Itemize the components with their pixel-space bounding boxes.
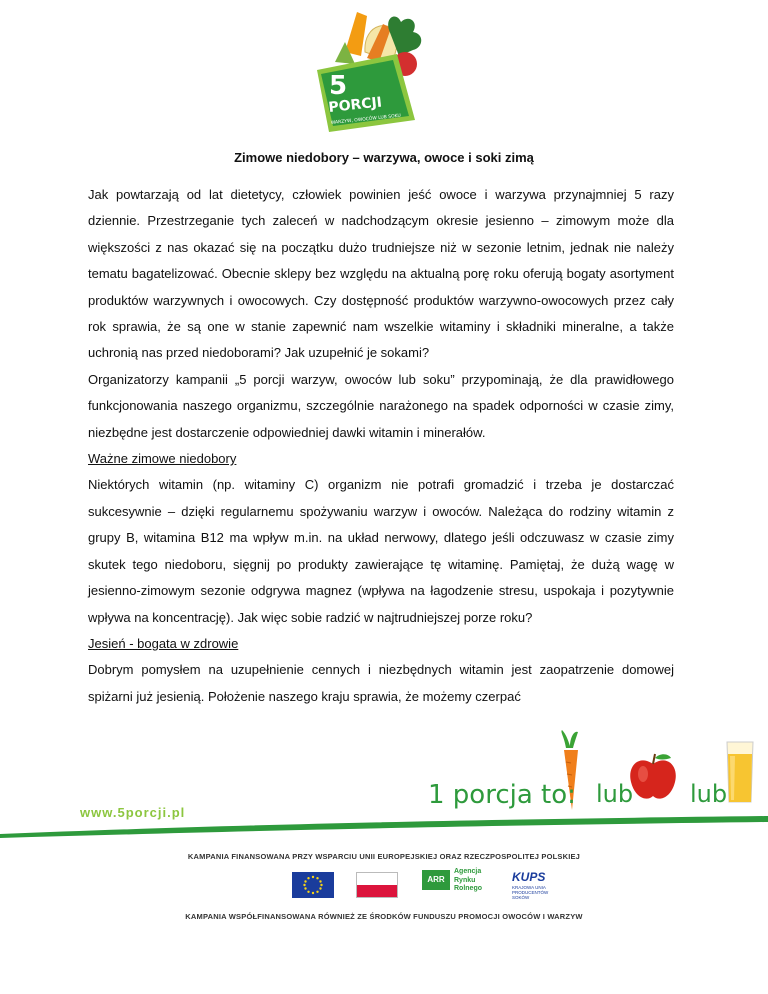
kups-logo: KUPS bbox=[512, 870, 546, 884]
arr-logo bbox=[422, 868, 498, 900]
document-title: Zimowe niedobory – warzywa, owoce i soki zimą bbox=[234, 150, 534, 165]
eu-flag-icon bbox=[292, 872, 334, 898]
arr-abbr: ARR bbox=[422, 870, 450, 890]
document-body bbox=[88, 182, 674, 710]
porcja-label: 1 porcja to: bbox=[428, 780, 576, 810]
logo-word: PORCJI bbox=[327, 94, 383, 116]
logo-tagline: WARZYW, OWOCÓW LUB SOKU bbox=[330, 113, 402, 126]
juice-glass-icon bbox=[725, 740, 755, 804]
paragraph-1: Jak powtarzają od lat dietetycy, człowiek powinien jeść owoce i warzywa przynajmniej 5 razy dziennie. Przestrzeganie tych zaleceń w nadchodzącym okresie jesienno – zimowym może dla większości z nas okazać się na początku dużo trudniejsze niż w sezonie letnim, jednak nie należy tematu bagatelizować. Obecnie sklepy bez względu na aktualną porę roku oferują bogaty asortyment produktów warzywnych i owocowych. Czy dostępność produktów warzywno-owocowych przez cały rok sprawia, że są one w stanie zapewnić nam wszelkie witaminy i składniki mineralne, a także uchronią nas przed niedoborami? Jak uzupełnić je sokami? bbox=[88, 187, 674, 361]
arr-name-line-2: Rynku bbox=[454, 876, 476, 884]
apple-icon bbox=[627, 752, 679, 802]
poland-flag-icon bbox=[356, 872, 398, 898]
section-heading-1: Ważne zimowe niedobory bbox=[88, 451, 237, 467]
campaign-funding-text: KAMPANIA FINANSOWANA PRZY WSPARCIU UNII EUROPEJSKIEJ ORAZ RZECZPOSPOLITEJ POLSKIEJ bbox=[187, 852, 581, 861]
campaign-cofunding-text: KAMPANIA WSPÓŁFINANSOWANA RÓWNIEŻ ZE ŚRODKÓW FUNDUSZU PROMOCJI OWOCÓW I WARZYW bbox=[185, 912, 583, 921]
lub-label-2: lub bbox=[690, 780, 728, 808]
paragraph-3: Niektórych witamin (np. witaminy C) organizm nie potrafi gromadzić i trzeba je dostarczać sukcesywnie – dzięki regularnemu spożywaniu warzyw i owoców. Należąca do rodziny witamin z grupy B, witamina B12 ma wpływ m.in. na układ nerwowy, dlatego jeśli odczuwasz w czasie zimy skutek tego niedoboru, sięgnij po produkty zawierające tę witaminę. Pamiętaj, że dużą wagę w jesienno-zimowym sezonie odgrywa magnez (wpływa na łagodzenie stresu, uspokaja i pozytywnie wpływa na koncentrację). Jak więc sobie radzić w najtrudniejszej porze roku? bbox=[88, 477, 674, 625]
section-heading-2: Jesień - bogata w zdrowie bbox=[88, 635, 239, 651]
5-porcji-logo bbox=[305, 12, 435, 140]
arr-name bbox=[454, 868, 482, 894]
lub-label-1: lub bbox=[596, 780, 634, 808]
paragraph-4: Dobrym pomysłem na uzupełnienie cennych i niezbędnych witamin jest zaopatrzenie domowej spiżarni już jesienią. Położenie naszego kraju sprawia, że możemy czerpać bbox=[88, 662, 674, 704]
arr-name-line-3: Rolnego bbox=[454, 885, 482, 892]
arr-name-line-1: Agencja bbox=[454, 868, 482, 875]
logo-number: 5 bbox=[329, 71, 348, 101]
paragraph-2: Organizatorzy kampanii „5 porcji warzyw, owoców lub soku” przypominają, że dla prawidłowego funkcjonowania naszego organizmu, szczególnie narażonego na spadek odporności w czasie zimy, niezbędne jest dostarczenie odpowiedniej dawki witamin i minerałów. bbox=[88, 371, 674, 440]
kups-subtitle: KRAJOWA UNIA PRODUCENTÓW SOKÓW bbox=[512, 885, 549, 900]
website-url[interactable]: www.5porcji.pl bbox=[80, 805, 186, 820]
